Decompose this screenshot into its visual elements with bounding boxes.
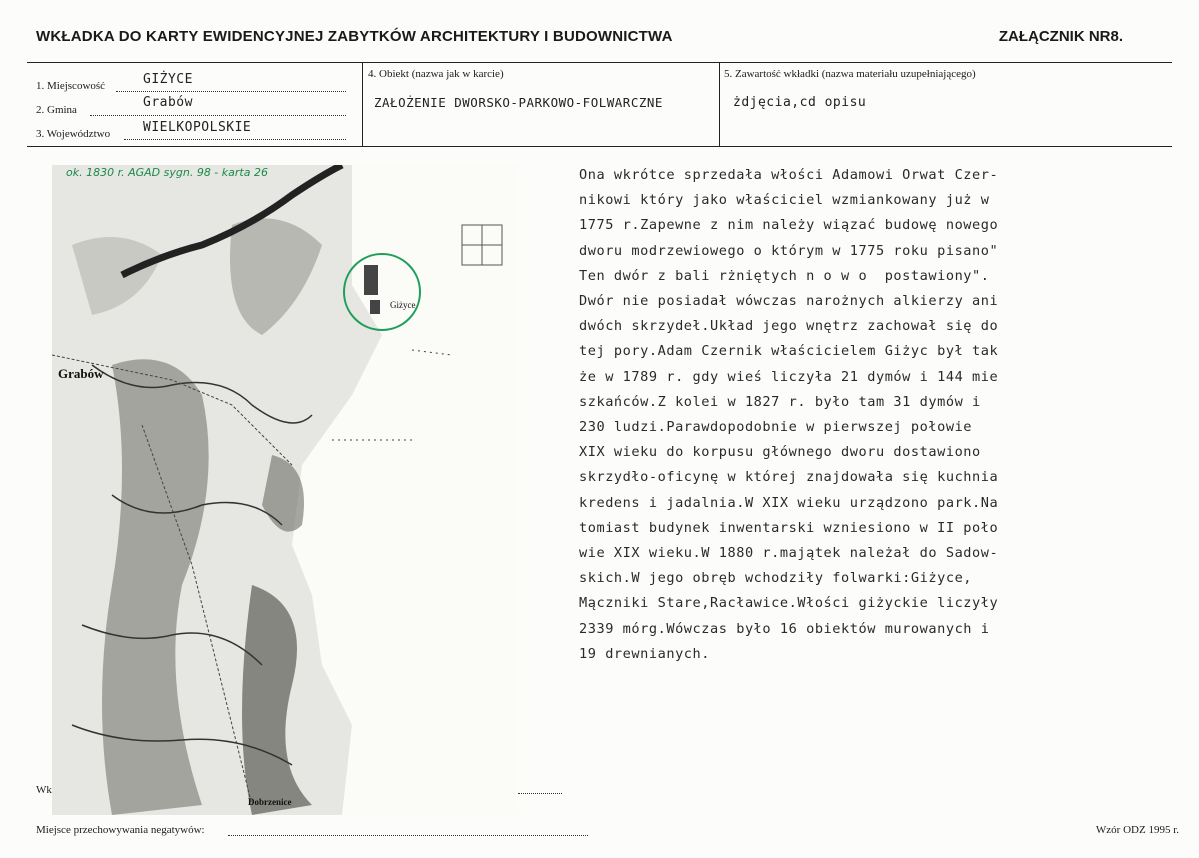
annex-number: ZAŁĄCZNIK NR8. — [998, 28, 1123, 45]
form-divider-2 — [719, 62, 720, 146]
map-label-dobrzenice: Dobrzenice — [248, 797, 292, 807]
form-bottom-border — [27, 146, 1172, 147]
zawartosc-value: żdjęcia,cd opisu — [733, 95, 867, 110]
miejscowosc-value: GIŻYCE — [143, 72, 193, 87]
gmina-dots — [90, 115, 346, 116]
miejscowosc-label: 1. Miejscowość — [36, 80, 106, 92]
wojewodztwo-dots — [124, 139, 346, 140]
wojewodztwo-value: WIELKOPOLSKIE — [143, 120, 252, 135]
negatives-label: Miejsce przechowywania negatywów: — [36, 824, 205, 836]
negatives-dots — [228, 835, 588, 836]
historic-map — [52, 165, 518, 815]
partial-dots — [518, 793, 562, 794]
map-label-gizyce: Giżyce — [390, 300, 416, 310]
miejscowosc-dots — [116, 91, 346, 92]
map-archive-note: ok. 1830 r. AGAD sygn. 98 - karta 26 — [66, 166, 268, 179]
obiekt-value: ZAŁOŻENIE DWORSKO-PARKOWO-FOLWARCZNE — [374, 95, 663, 110]
gmina-value: Grabów — [143, 95, 193, 110]
map-drawing — [52, 165, 518, 815]
form-divider-1 — [362, 62, 363, 146]
template-note: Wzór ODZ 1995 r. — [1095, 824, 1179, 836]
form-top-border — [27, 62, 1172, 63]
obiekt-label: 4. Obiekt (nazwa jak w karcie) — [368, 68, 504, 80]
gmina-label: 2. Gmina — [36, 104, 77, 116]
wojewodztwo-label: 3. Województwo — [36, 128, 111, 140]
zawartosc-label: 5. Zawartość wkładki (nazwa materiału uzupełniającego) — [724, 68, 976, 80]
description-text: Ona wkrótce sprzedała włości Adamowi Orwat Czer- nikowi który jako właściciel wzmiankowany już w 1775 r.Zapewne z nim należy wiązać budowę nowego dworu modrzewiowego o którym w 1775 roku pisano" Ten dwór z bali rżniętych n o w o postawiony". Dwór nie posiadał wówczas narożnych alkierzy ani dwóch skrzydeł.Układ jego wnętrz zachował się do tej pory.Adam Czernik właścicielem Giżyc był tak że w 1789 r. gdy wieś liczyła 21 dymów i 144 mie szkańców.Z kolei w 1827 r. było tam 31 dymów i 230 ludzi.Parawdopodobnie w pierwszej połowie XIX wieku do korpusu głównego dworu dostawiono skrzydło-oficynę w której znajdowała się kuchnia kredens i jadalnia.W XIX wieku urządzono park.Na tomiast budynek inwentarski wzniesiono w II poło wie XIX wieku.W 1880 r.majątek należał do Sadow- skich.W jego obręb wchodziły folwarki:Giżyce, Mączniki Stare,Racławice.Włości giżyckie liczyły 2339 mórg.Wówczas było 16 obiektów murowanych i 19 drewnianych. — [579, 167, 999, 662]
map-label-grabow: Grabów — [58, 366, 104, 381]
partial-label: Wk — [36, 784, 52, 796]
form-title: WKŁADKA DO KARTY EWIDENCYJNEJ ZABYTKÓW ARCHITEKTURY I BUDOWNICTWA — [36, 28, 673, 45]
